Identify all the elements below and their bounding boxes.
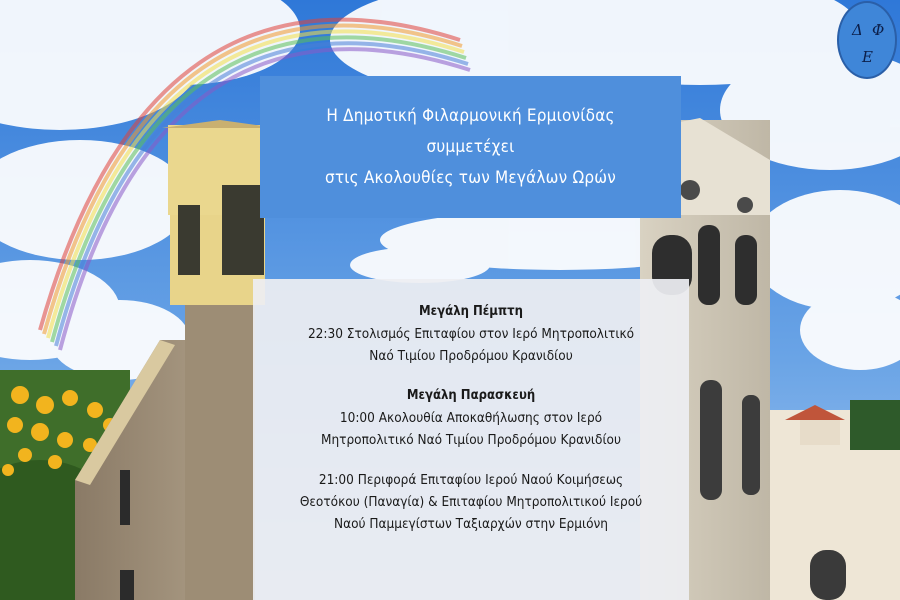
banner-line-3: στις Ακολουθίες των Μεγάλων Ωρών <box>324 167 617 188</box>
event-line: Ναού Παμμεγίστων Ταξιαρχών στην Ερμιόνη <box>333 516 608 532</box>
logo-letter-e: Ε <box>862 48 873 66</box>
event-line: Μητροπολιτικό Ναό Τιμίου Προδρόμου Κρανιδίου <box>320 432 622 448</box>
day-heading-friday: Μεγάλη Παρασκευή <box>406 388 536 403</box>
event-line: Θεοτόκου (Παναγία) & Επιταφίου Μητροπολιτικού Ιερού <box>299 494 643 510</box>
logo-letter-d: Δ <box>852 21 863 39</box>
friday-evening-block <box>253 469 689 535</box>
friday-block <box>253 385 689 451</box>
event-line: Ναό Τιμίου Προδρόμου Κρανιδίου <box>369 348 573 364</box>
event-line: 21:00 Περιφορά Επιταφίου Ιερού Ναού Κοιμήσεως <box>318 472 624 488</box>
thursday-block <box>253 301 689 367</box>
schedule-panel <box>253 279 689 600</box>
logo-letter-f: Φ <box>872 21 885 39</box>
banner-line-2: συμμετέχει <box>426 136 515 157</box>
title-banner <box>260 76 681 218</box>
day-heading-thursday: Μεγάλη Πέμπτη <box>419 304 523 319</box>
banner-line-1: Η Δημοτική Φιλαρμονική Ερμιονίδας <box>326 105 615 126</box>
event-line: 10:00 Ακολουθία Αποκαθήλωσης στον Ιερό <box>339 410 603 426</box>
philharmonic-logo <box>837 1 897 79</box>
event-line: 22:30 Στολισμός Επιταφίου στον Ιερό Μητροπολιτικό <box>307 326 635 342</box>
